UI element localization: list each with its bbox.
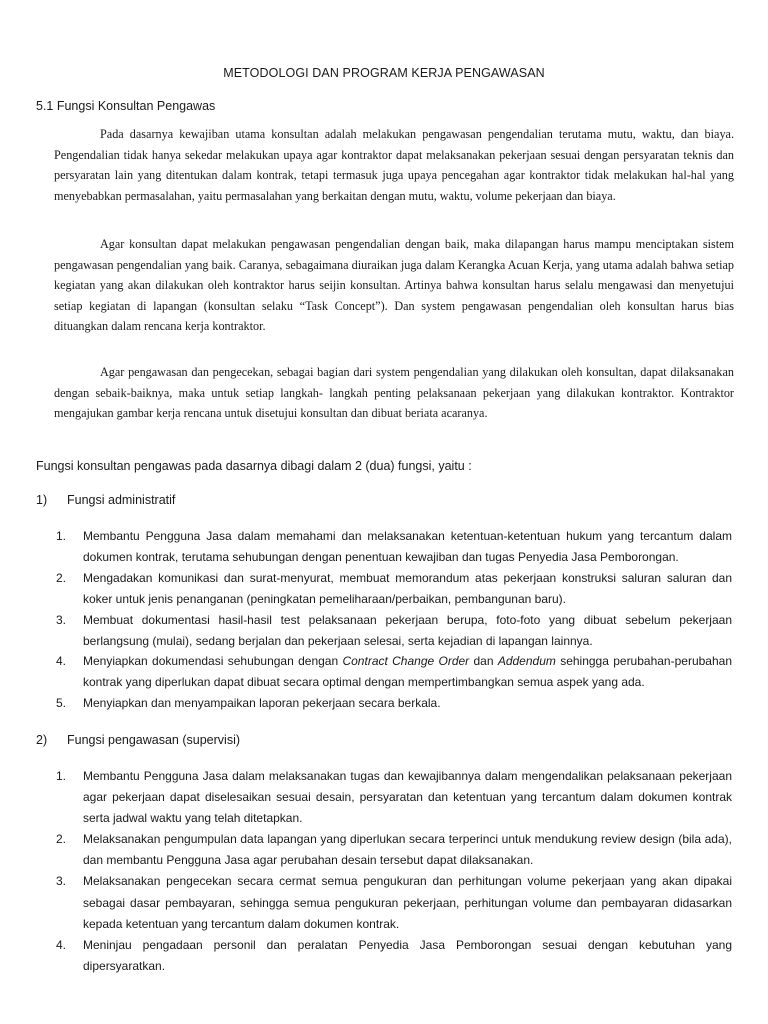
list-item-text-post: sehingga perubahan-perubahan kontrak yang diperlukan dapat dibuat secara optimal dengan mempertimbangkan semua aspek yang ada. [83, 654, 732, 690]
contract-change-order-term: Contract Change Order [342, 654, 470, 669]
list-item-number: 2. [56, 832, 67, 847]
intro-sentence: Fungsi konsultan pengawas pada dasarnya dibagi dalam 2 (dua) fungsi, yaitu : [36, 459, 472, 473]
list-item-text-pre: Menyiapkan dokumendasi sehubungan dengan [83, 654, 343, 669]
list-item [54, 610, 732, 652]
list-item-text: Menyiapkan dan menyampaikan laporan pekerjaan secara berkala. [83, 696, 441, 711]
list-item-number: 4. [56, 654, 67, 669]
list-item-number: 1. [56, 769, 67, 783]
list-item-number: 3. [56, 874, 67, 889]
list-item-text-mid: dan [469, 654, 498, 669]
group-label: Fungsi administratif [67, 493, 176, 507]
administratif-list [54, 526, 732, 714]
list-item [54, 693, 732, 714]
list-item-text: Membantu Pengguna Jasa dalam melaksanakan tugas dan kewajibannya dalam mengendalikan pelaksanaan pekerjaan agar pekerjaan dapat diselesaikan sesuai desain, persyaratan dan ketentuan yang tercantum dalam dokumen kontrak serta jadwal waktu yang telah ditetapkan. [83, 769, 732, 826]
list-item [54, 935, 732, 977]
paragraph-3: Agar pengawasan dan pengecekan, sebagai bagian dari system pengendalian yang dilakukan oleh konsultan, dapat dilaksanakan dengan sebaik-baiknya, maka untuk setiap langkah- langkah penting pelaksanaan pekerjaan yang dilakukan kontraktor. Kontraktor mengajukan gambar kerja rencana untuk disetujui konsultan dan dibuat beriata acaranya. [54, 365, 734, 421]
group-number: 1) [36, 493, 48, 507]
page-title: METODOLOGI DAN PROGRAM KERJA PENGAWASAN [223, 66, 545, 80]
list-item-number: 3. [56, 612, 67, 627]
group-administratif-heading [36, 493, 175, 507]
group-pengawasan-heading [36, 733, 240, 747]
list-item-text: Melaksanakan pengumpulan data lapangan yang diperlukan secara terperinci untuk mendukung review design (bila ada), dan membantu Pengguna Jasa agar perubahan desain tersebut dapat dilaksanakan. [83, 832, 732, 868]
list-item-number: 5. [56, 696, 67, 711]
list-item-number: 4. [56, 937, 67, 952]
section-heading: 5.1 Fungsi Konsultan Pengawas [36, 99, 216, 113]
list-item-text: Meninjau pengadaan personil dan peralatan Penyedia Jasa Pemborongan sesuai dengan kebutuhan yang dipersyaratkan. [83, 937, 732, 973]
list-item [54, 871, 732, 934]
paragraph-1: Pada dasarnya kewajiban utama konsultan adalah melakukan pengawasan pengendalian terutama mutu, waktu, dan biaya. Pengendalian tidak hanya sekedar melakukan upaya agar kontraktor dapat melaksanakan pekerjaan sesuai dengan persyaratan teknis dan persyaratan lain yang ditentukan dalam kontrak, tetapi termasuk juga upaya pencegahan agar kontraktor tidak melakukan hal-hal yang menyebabkan permasalahan, yaitu permasalahan yang berkaitan dengan mutu, waktu, volume pekerjaan dan biaya. [54, 127, 734, 203]
addendum-term: Addendum [497, 654, 556, 669]
list-item [54, 766, 732, 829]
list-item [54, 829, 732, 871]
list-item [54, 526, 732, 568]
list-item-number: 1. [56, 529, 67, 543]
group-number: 2) [36, 733, 48, 747]
list-item-text: Membuat dokumentasi hasil-hasil test pelaksanaan pekerjaan berupa, foto-foto yang dibuat sebelum pekerjaan berlangsung (mulai), sedang berjalan dan pekerjaan selesai, serta kejadian di lapangan lainnya. [83, 612, 732, 648]
list-item-text: Membantu Pengguna Jasa dalam memahami dan melaksanakan ketentuan-ketentuan hukum yang tercantum dalam dokumen kontrak, terutama sehubungan dengan penentuan kewajiban dan tugas Penyedia Jasa Pemborongan. [83, 529, 732, 564]
list-item [54, 651, 732, 693]
paragraph-2: Agar konsultan dapat melakukan pengawasan pengendalian dengan baik, maka dilapangan harus mampu menciptakan sistem pengawasan pengendalian yang baik. Caranya, sebagaimana diuraikan juga dalam Kerangka Acuan Kerja, yang utama adalah bahwa setiap kegiatan yang akan dilakukan oleh kontraktor harus seijin konsultan. Artinya bahwa konsultan harus selalu mengawasi dan menyetujui setiap kegiatan di lapangan (konsultan selaku “Task Concept”). Dan system pengawasan pengendalian oleh konsultan harus bias dituangkan dalam rencana kerja kontraktor. [54, 237, 734, 334]
list-item-text: Mengadakan komunikasi dan surat-menyurat, membuat memorandum atas pekerjaan konstruksi saluran saluran dan koker untuk jenis penanganan (peningkatan pemeliharaan/perbaikan, pembangunan baru). [83, 570, 732, 606]
list-item [54, 568, 732, 610]
group-label: Fungsi pengawasan (supervisi) [67, 733, 241, 747]
list-item-number: 2. [56, 570, 67, 585]
list-item-text: Melaksanakan pengecekan secara cermat semua pengukuran dan perhitungan volume pekerjaan yang akan dipakai sebagai dasar pembayaran, sehingga semua pengukuran pekerjaan, perhitungan volume dan pembayaran didasarkan kepada ketentuan yang tercantum dalam dokumen kontrak. [83, 874, 732, 931]
pengawasan-list [54, 766, 732, 977]
